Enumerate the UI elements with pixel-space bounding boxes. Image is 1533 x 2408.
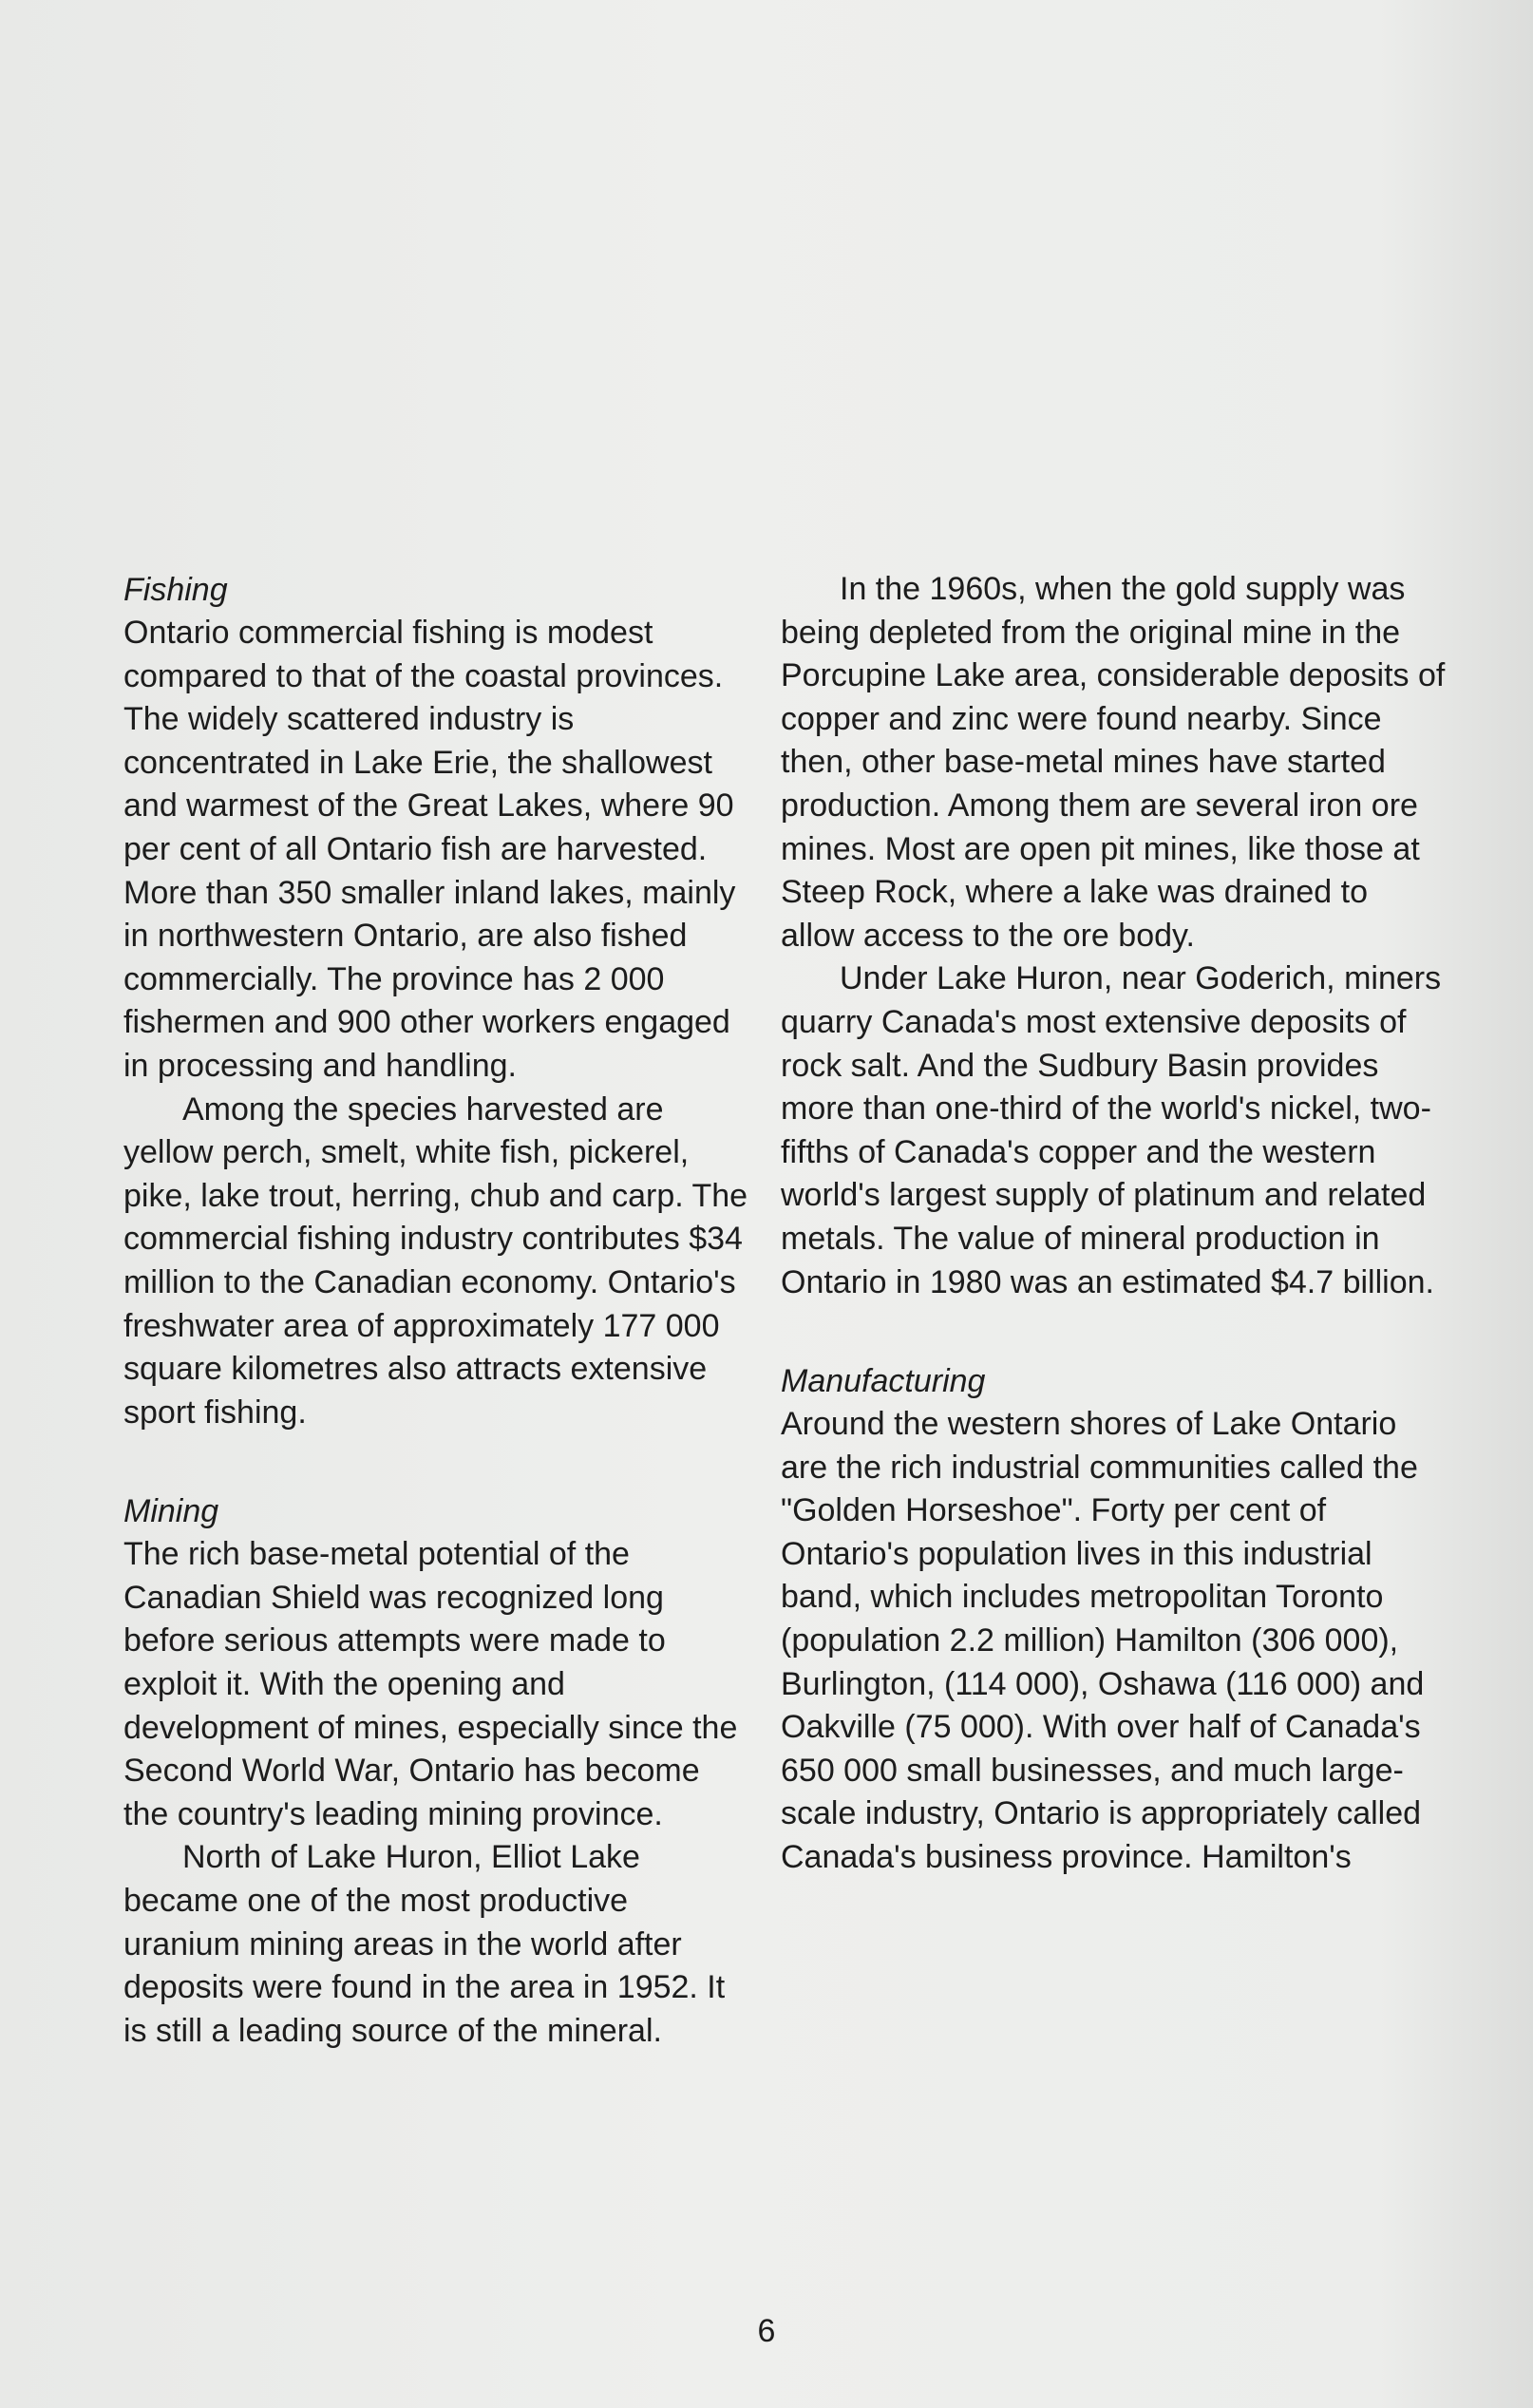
left-column [123,568,750,2108]
fishing-heading: Fishing [123,572,228,608]
manufacturing-paragraph-1: Around the western shores of Lake Ontario are the rich industrial communities called the "Golden Horseshoe". Forty per cent of Ontario's population lives in this industrial band, which includes metropolitan Toronto (population 2.2 million) Hamilton (306 000), Burlington, (114 000), Oshawa (116 000) and Oakville (75 000). With over half of Canada's 650 000 small businesses, and much large-scale industry, Ontario is appropriately called Canada's business province. Hamilton's [781,1406,1425,1876]
mining-section [123,1489,750,2053]
page-number: 6 [757,2313,776,2349]
manufacturing-heading: Manufacturing [781,1363,986,1400]
mining-paragraph-1: The rich base-metal potential of the Canadian Shield was recognized long before serious attempts were made to exploit it. With the opening and development of mines, especially since the Second World War, Ontario has become the country's leading mining province. [123,1536,738,1832]
mining-continued-paragraph-2: Under Lake Huron, near Goderich, miners quarry Canada's most extensive deposits of rock salt. And the Sudbury Basin provides more than one-third of the world's nickel, two-fifths of Canada's copper and the western world's largest supply of platinum and related metals. The value of mineral production in Ontario in 1980 was an estimated $4.7 billion. [781,960,1442,1300]
right-column [781,568,1446,1935]
fishing-section [123,568,750,1434]
mining-heading: Mining [123,1493,219,1530]
mining-continued-paragraph-1: In the 1960s, when the gold supply was being depleted from the original mine in the Porcupine Lake area, considerable deposits of copper and zinc were found nearby. Since then, other base-metal mines have started production. Among them are several iron ore mines. Most are open pit mines, like those at Steep Rock, where a lake was drained to allow access to the ore body. [781,571,1446,954]
fishing-paragraph-1: Ontario commercial fishing is modest compared to that of the coastal provinces. The widely scattered industry is concentrated in Lake Erie, the shallowest and warmest of the Great Lakes, where 90 per cent of all Ontario fish are harvested. More than 350 smaller inland lakes, mainly in northwestern Ontario, are also fished commercially. The province has 2 000 fishermen and 900 other workers engaged in processing and handling. [123,615,736,1084]
manufacturing-section [781,1359,1446,1880]
mining-paragraph-2: North of Lake Huron, Elliot Lake became one of the most productive uranium mining areas in the world after deposits were found in the area in 1952. It is still a leading source of the mineral. [123,1839,726,2049]
mining-continued-section [781,568,1446,1304]
fishing-paragraph-2: Among the species harvested are yellow perch, smelt, white fish, pickerel, pike, lake trout, herring, chub and carp. The commercial fishing industry contributes $34 million to the Canadian economy. Ontario's freshwater area of approximately 177 000 square kilometres also attracts extensive sport fishing. [123,1090,748,1431]
